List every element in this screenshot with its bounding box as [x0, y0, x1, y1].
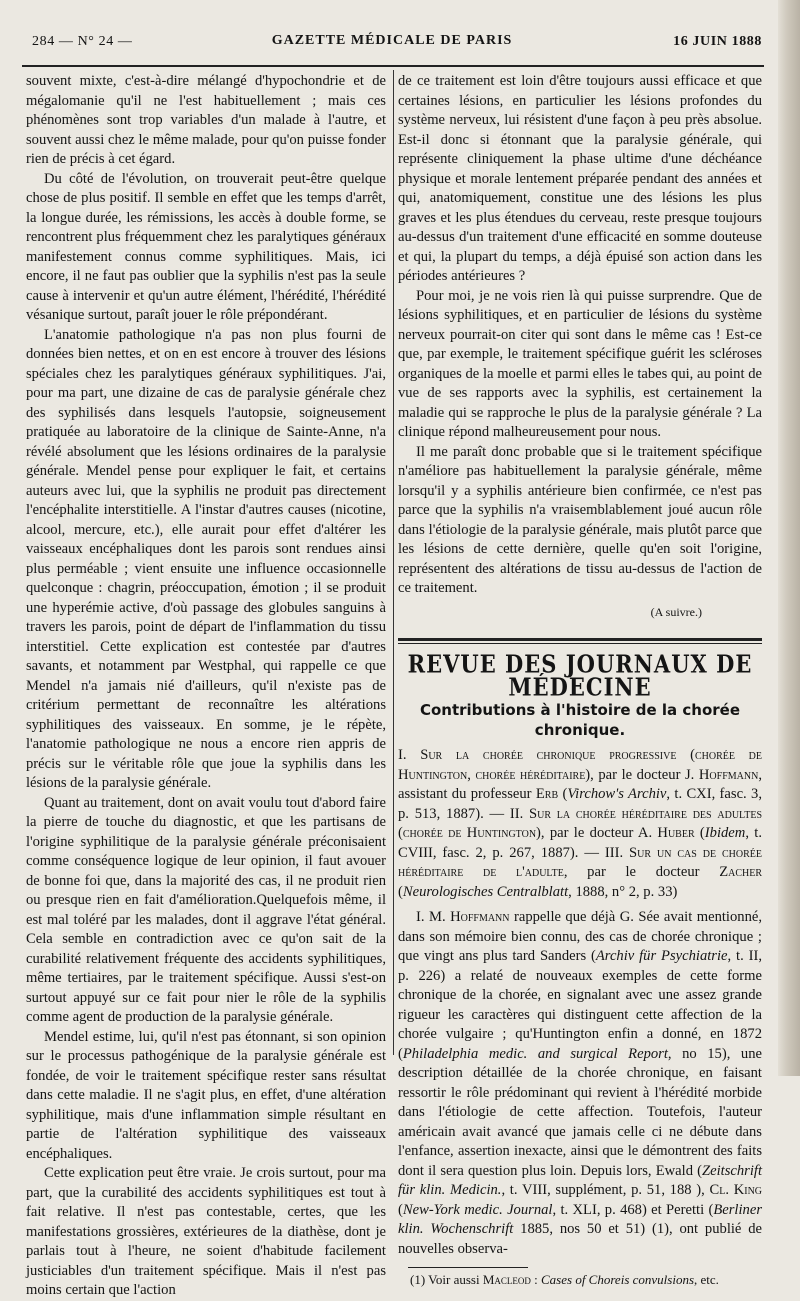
- ref-text: (: [398, 883, 403, 900]
- ref-author: Zacher: [719, 864, 762, 880]
- footnote: [410, 1272, 762, 1288]
- to-be-continued: (A suivre.): [650, 604, 702, 619]
- page-header: [22, 30, 762, 52]
- ref-journal: Neurologisches Centralblatt: [402, 883, 569, 900]
- journal-name: Zeitschrift für klin. Medicin.: [398, 1162, 762, 1198]
- ref-title: Sur un cas de chorée héréditaire de l'adulte: [398, 844, 762, 880]
- ref-journal: Ibidem: [704, 825, 746, 841]
- paragraph: Cette explication peut être vraie. Je crois surtout, pour ma part, que la curabilité des accidents syphilitiques est tout à fait relative. Il n'est pas contestable, certes, que les manifestations grossières, extérieures de la diathèse, dont je parlais tout à l'heure, ne soient d'habitude facilement justiciables d'un traitement spécifique. Mais il n'est pas moins certain que l'action: [26, 1165, 386, 1298]
- journal-name: Berliner klin. Wochenschrift: [398, 1201, 762, 1237]
- journal-title: GAZETTE MÉDICALE DE PARIS: [271, 33, 513, 48]
- text: , t. XLI, p. 468) et Peretti (: [552, 1201, 714, 1218]
- journal-name: Archiv für Psychiatrie: [595, 948, 728, 964]
- paragraph: Pour moi, je ne vois rien là qui puisse surprendre. Que de lésions syphilitiques, et en particulier de lésions du système nerveux pourrait-on citer qui sont dans le même cas ! Est-ce que, par exemple, le traitement spécifique guérit les scléroses organiques de la moelle et parmi elles le tabes qui, au point de vue de ses rapports avec la syphilis, est certainement la maladie qui se rapproche le plus de la paralysie générale ? La clinique répond malheureusement pour nous.: [398, 287, 762, 440]
- author-name: Cl. King: [709, 1182, 763, 1198]
- text: I. M.: [416, 909, 451, 925]
- author-name: Hoffmann: [450, 909, 510, 925]
- paragraph: Quant au traitement, dont on avait voulu tout d'abord faire la pierre de touche du diagnostic, et que les partisans de l'origine syphilitique de la paralysie générale préconisaient comme conséquence logique de leur opinion, il faut avouer de bonne foi que, dans la majorité des cas, il ne produit rien ou presque rien en fait d'amélioration.Quelquefois même, il est mal toléré par les malades, dont il aggrave l'état général. Cela semble en contradiction avec ce qu'on sait de la curabilité relativement fréquente des accidents syphilitiques, même tertiaires, par le traitement spécifique. Aussi s'est-on surtout appuyé sur ce fait pour nier le rôle de la syphilis comme agent de production de la paralysie générale.: [26, 794, 386, 1025]
- ref-text: , t. CVIII, fasc. 2, p. 267, 1887). — III.: [398, 825, 762, 861]
- ref-text: (: [558, 786, 568, 802]
- ref-text: (: [694, 825, 705, 841]
- column-divider: [393, 70, 394, 1055]
- ref-text: , par le docteur J.: [590, 766, 699, 783]
- paragraph: de ce traitement est loin d'être toujours aussi efficace et que certaines lésions, en particulier les lésions profondes du système nerveux, lui résistent d'une façon à peu près absolue. Est-il donc si étonnant que la paralysie générale, qui représente cliniquement la phase ultime d'une déchéance physique et morale lentement préparée pendant des années et qui, anatomiquement, constitue une des lésions les plus graves et les plus étendues du cerveau, reste presque toujours au-dessus d'un traitement d'une efficacité en somme douteuse et qui, la plupart du temps, a déjà épuisé son action dans les périodes antérieures ?: [398, 73, 762, 284]
- ref-number: I.: [398, 747, 407, 763]
- page-edge-shadow: [778, 0, 800, 1076]
- reference-list: [398, 746, 762, 902]
- text: , no 15), une description détaillée de la chorée chronique, en faisant ressortir le rôle prédominant qui revient à l'hérédité morbide dans l'étiologie de cette affection. Toutefois, l'auteur américain avait avancé que jamais celle ci ne débute dans l'enfance, assertion inexacte, ainsi que le démontrent des faits dont il sera question plus loin. Depuis lors, Ewald (: [398, 1045, 762, 1179]
- ref-journal: Virchow's Archiv: [567, 786, 667, 802]
- ref-title: Sur la chorée chronique progressive (chorée de Huntington, chorée héréditaire): [398, 747, 763, 783]
- ref-text: , t. CXI, fasc. 3, p. 513, 1887). — II.: [398, 786, 762, 822]
- author-name: Macleod: [482, 1272, 531, 1287]
- text: 1885, nos 50 et 51) (1), ont publié de nouvelles observa-: [398, 1221, 763, 1257]
- section-subtitle: Contributions à l'histoire de la chorée chronique.: [419, 701, 741, 739]
- work-title: Cases of Choreis convulsions: [541, 1272, 695, 1287]
- paragraph: Du côté de l'évolution, on trouverait peut-être quelque chose de plus positif. Il semble en effet que les temps d'arrêt, la longue durée, les rémissions, les accès à double forme, se rencontrent plus fréquemment chez les paralytiques généraux manifestement connus comme syphilitiques. Mais, ici encore, il ne faut pas oublier que la syphilis n'est pas la seule cause à intervenir et qu'un autre élément, l'hérédité, l'hérédité vésanique surtout, paraît jouer le rôle prépondérant.: [26, 170, 386, 323]
- left-column: [26, 72, 386, 1301]
- section-title: REVUE DES JOURNAUX DE MÉDECINE: [407, 649, 753, 701]
- text: , t. VIII, supplément, p. 51, 188 ),: [501, 1182, 710, 1198]
- journal-name: Philadelphia medic. and surgical Report: [402, 1045, 668, 1062]
- paragraph: souvent mixte, c'est-à-dire mélangé d'hypochondrie et de mégalomanie qu'il ne l'est habituellement ; mais ces phénomènes sont trop variables d'un malade à l'autre, et souvent aussi chez le même malade, pour qu'on puisse fonder rien de précis à cet égard.: [26, 73, 386, 167]
- text: , t. II, p. 226) a relaté de nouveaux exemples de cette forme chronique de la chorée, en signalant avec une assez grande rigueur les caractères qui distinguent cette affection de la chorée vulgaire ; qu'Huntington enfin a donné, en 1872 (: [398, 948, 762, 1062]
- text: , etc.: [694, 1272, 719, 1287]
- right-column: [398, 72, 762, 1288]
- text: (1) Voir aussi: [410, 1272, 483, 1287]
- journal-name: New-York medic. Journal: [402, 1201, 553, 1218]
- paragraph: Il me paraît donc probable que si le traitement spécifique n'améliore pas habituellement la paralysie générale, même lorsqu'il y a syphilis antérieure bien confirmée, ce n'est pas parce que la syphilis n'a vraisemblablement joué aucun rôle dans l'étiologie de la paralysie générale, mais plutôt parce que les lésions de cette dernière, quelle qu'en soit l'origine, représentent des altérations de tissu au-dessus de l'action de ce traitement.: [398, 443, 762, 596]
- ref-author: Hoffmann: [698, 766, 759, 783]
- header-rule: [22, 65, 764, 67]
- ref-text: , par le docteur A.: [540, 825, 658, 841]
- section-rule: [398, 638, 762, 641]
- section-rule-thin: [398, 643, 762, 644]
- ref-text: , assistant du professeur: [398, 766, 762, 802]
- ref-title: Sur la chorée héréditaire des adultes (chorée de Huntington): [398, 805, 763, 841]
- ref-author: Erb: [535, 786, 559, 802]
- text: :: [530, 1272, 542, 1287]
- page-number: 284 — N° 24 —: [32, 34, 133, 49]
- review-paragraph: [398, 908, 762, 1259]
- footnote-rule: [408, 1267, 528, 1268]
- issue-date: 16 JUIN 1888: [673, 34, 762, 49]
- paragraph: Mendel estime, lui, qu'il n'est pas étonnant, si son opinion sur le processus pathogénique de la paralysie générale est fondée, de voir le traitement spécifique rester sans résultat dans cette maladie. Il ne s'agit plus, en effet, d'une altération syphilitique, mais d'une inflammation simple résultant en partie de l'altération syphilitique des vaisseaux encéphaliques.: [26, 1028, 386, 1162]
- text: rappelle que déjà G. Sée avait mentionné, dans son mémoire bien connu, des cas de chorée chronique ; que vingt ans plus tard Sanders (: [398, 909, 762, 964]
- text: (: [398, 1201, 403, 1218]
- ref-text: , 1888, n° 2, p. 33): [568, 883, 678, 900]
- ref-text: , par le docteur: [563, 864, 720, 880]
- ref-author: Huber: [657, 825, 695, 841]
- paragraph: L'anatomie pathologique n'a pas non plus fourni de données bien nettes, et on en est encore à trouver des lésions spéciales chez les paralytiques généraux syphilitiques. J'ai, pour ma part, une dizaine de cas de paralysie générale chez des syphilisés dans lesquels l'autopsie, soigneusement pratiquée au laboratoire de la clinique de Sainte-Anne, n'a révélé absolument que les lésions ordinaires de la paralysie générale. Mendel pense pour expliquer le fait, et certains auteurs avec lui, que la syphilis ne produit pas directement l'encéphalite interstitielle. A l'instar d'autres causes (nicotine, alcool, mercure, etc.), elle aurait pour effet d'altérer les vaisseaux encéphaliques dont les parois sont rendues ainsi plus perméable ; vient ensuite une influence occasionnelle quelconque : chagrin, préoccupation, émotion ; il se produit une hyperémie active, d'où passage des globules sanguins à travers les parois, point de départ de l'inflammation du tissu interstitiel. Cette explication est contestée par d'autres savants, et notamment par Westphal, qui rappelle ce que Mendel n'a jamais nié d'ailleurs, qu'il n'existe pas de critérium permettant de reconnaître les altérations syphilitiques des vaisseaux. En somme, je le répète, l'anatomie pathologique ne nous a encore rien appris de précis sur le véritable rôle que joue la syphilis dans les lésions de la paralysie générale.: [26, 326, 386, 791]
